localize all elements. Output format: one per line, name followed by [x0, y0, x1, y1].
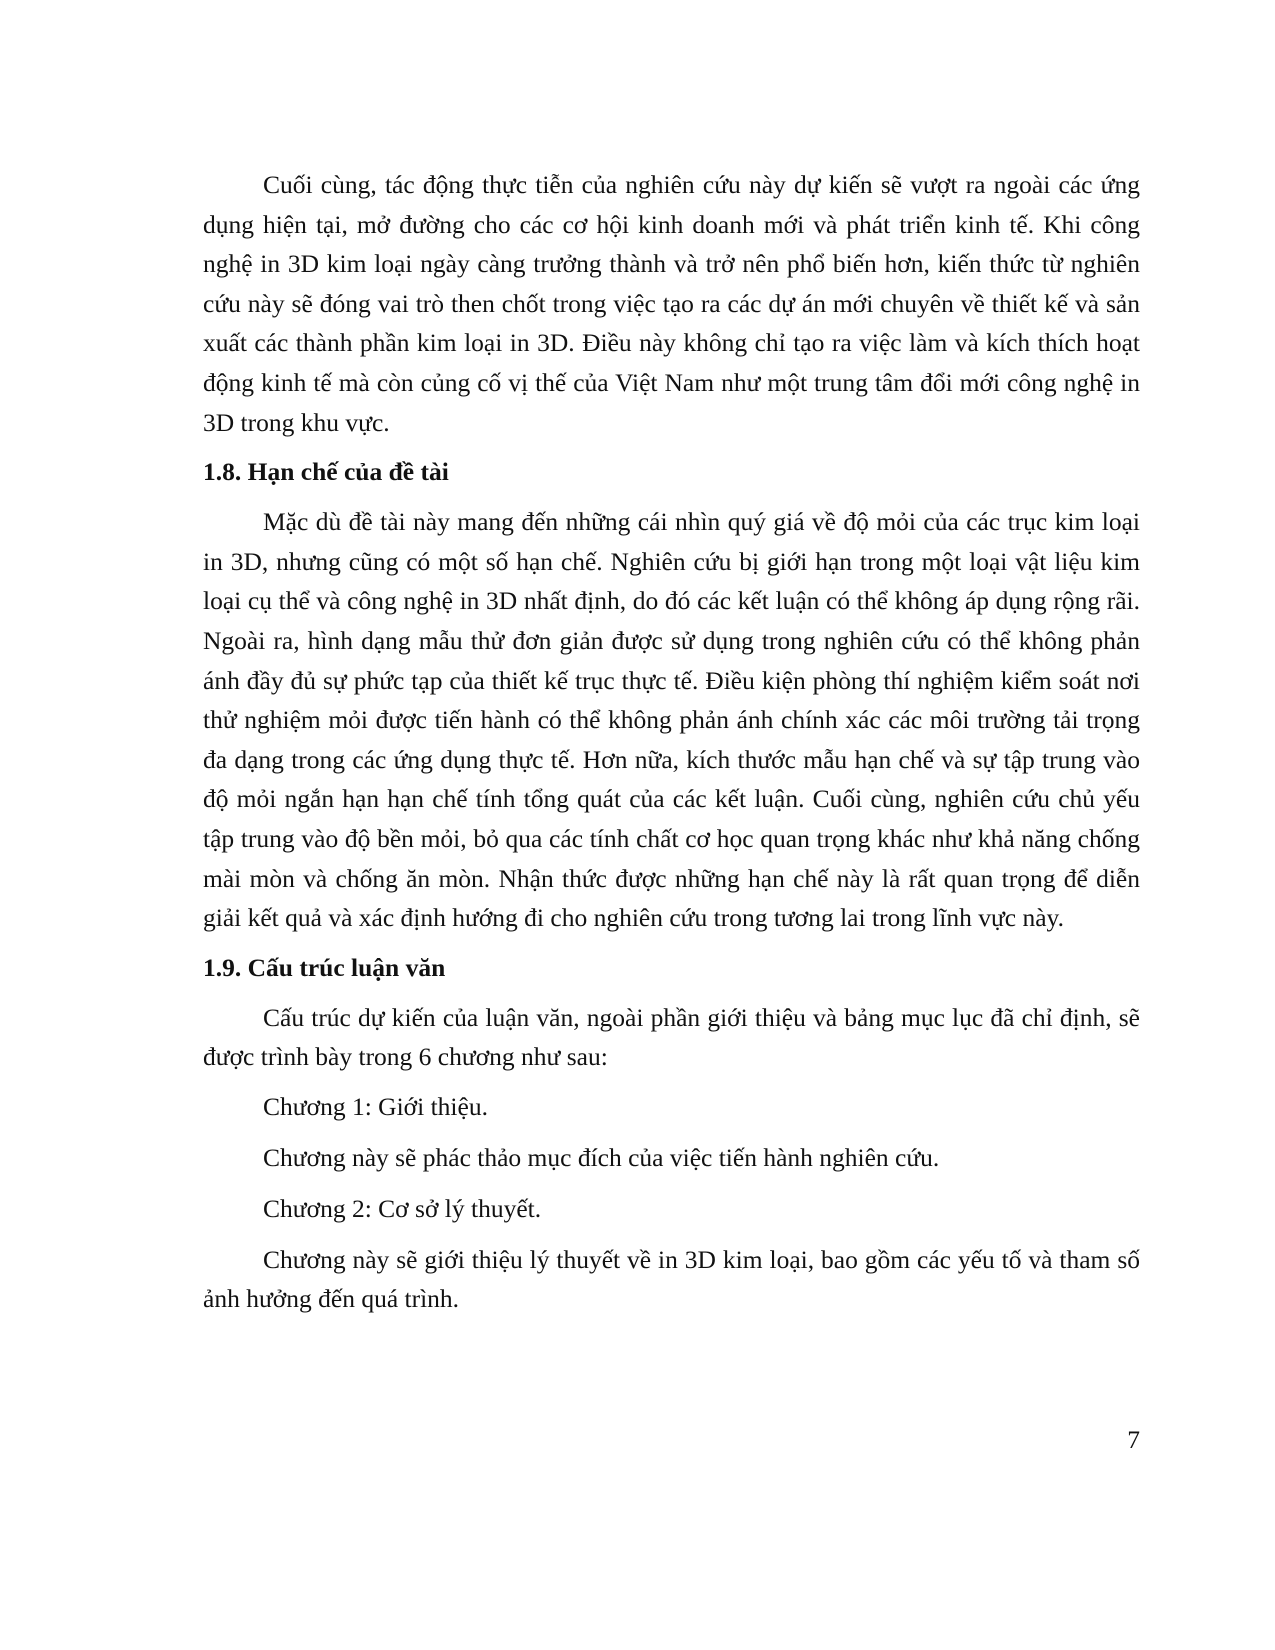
chapter-1-title: Chương 1: Giới thiệu.: [263, 1091, 488, 1121]
page-content: [203, 165, 1140, 1319]
chapter-1-description: Chương này sẽ phác thảo mục đích của việc tiến hành nghiên cứu.: [263, 1142, 940, 1172]
paragraph-practical-impact: Cuối cùng, tác động thực tiễn của nghiên cứu này dự kiến sẽ vượt ra ngoài các ứng dụng hiện tại, mở đường cho các cơ hội kinh doanh mới và phát triển kinh tế. Khi công nghệ in 3D kim loại ngày càng trưởng thành và trở nên phổ biến hơn, kiến thức từ nghiên cứu này sẽ đóng vai trò then chốt trong việc tạo ra các dự án mới chuyên về thiết kế và sản xuất các thành phần kim loại in 3D. Điều này không chỉ tạo ra việc làm và kích thích hoạt động kinh tế mà còn củng cố vị thế của Việt Nam như một trung tâm đổi mới công nghệ in 3D trong khu vực.: [203, 170, 1140, 437]
paragraph-thesis-structure: Cấu trúc dự kiến của luận văn, ngoài phần giới thiệu và bảng mục lục đã chỉ định, sẽ được trình bày trong 6 chương như sau:: [203, 1002, 1140, 1072]
section-heading-limitations: 1.8. Hạn chế của đề tài: [203, 457, 449, 487]
paragraph-limitations: Mặc dù đề tài này mang đến những cái nhìn quý giá về độ mỏi của các trục kim loại in 3D, nhưng cũng có một số hạn chế. Nghiên cứu bị giới hạn trong một loại vật liệu kim loại cụ thể và công nghệ in 3D nhất định, do đó các kết luận có thể không áp dụng rộng rãi. Ngoài ra, hình dạng mẫu thử đơn giản được sử dụng trong nghiên cứu có thể không phản ánh đầy đủ sự phức tạp của thiết kế trục thực tế. Điều kiện phòng thí nghiệm kiểm soát nơi thử nghiệm mỏi được tiến hành có thể không phản ánh chính xác các môi trường tải trọng đa dạng trong các ứng dụng thực tế. Hơn nữa, kích thước mẫu hạn chế và sự tập trung vào độ mỏi ngắn hạn hạn chế tính tổng quát của các kết luận. Cuối cùng, nghiên cứu chủ yếu tập trung vào độ bền mỏi, bỏ qua các tính chất cơ học quan trọng khác như khả năng chống mài mòn và chống ăn mòn. Nhận thức được những hạn chế này là rất quan trọng để diễn giải kết quả và xác định hướng đi cho nghiên cứu trong tương lai trong lĩnh vực này.: [203, 507, 1140, 933]
chapter-2-title: Chương 2: Cơ sở lý thuyết.: [263, 1193, 542, 1223]
section-heading-thesis-structure: 1.9. Cấu trúc luận văn: [203, 952, 446, 982]
page-number: 7: [1127, 1425, 1140, 1454]
chapter-2-description: Chương này sẽ giới thiệu lý thuyết về in 3D kim loại, bao gồm các yếu tố và tham số ảnh hưởng đến quá trình.: [203, 1244, 1140, 1314]
